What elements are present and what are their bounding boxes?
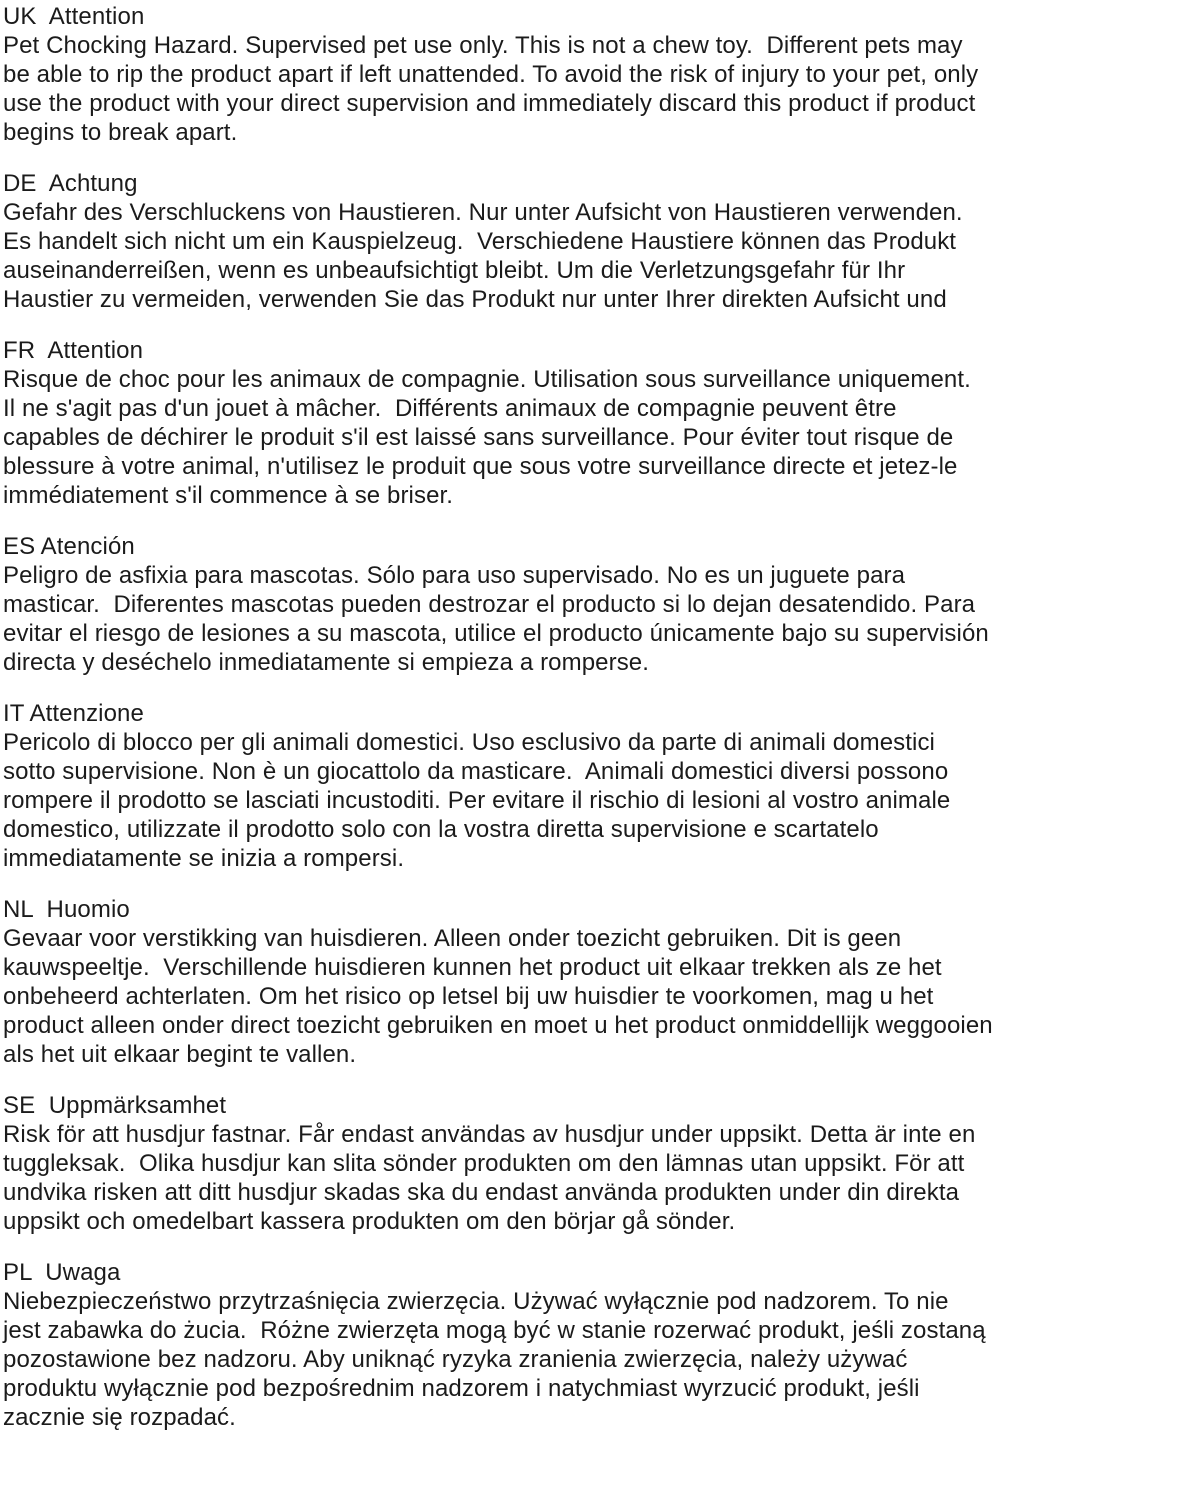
body-line: be able to rip the product apart if left unattended. To avoid the risk of injury to your pet, only: [3, 61, 979, 88]
body-line: masticar. Diferentes mascotas pueden destrozar el producto si lo dejan desatendido. Para: [3, 591, 976, 618]
body-line: Il ne s'agit pas d'un jouet à mâcher. Différents animaux de compagnie peuvent être: [3, 395, 897, 422]
body-line: Risque de choc pour les animaux de compagnie. Utilisation sous surveillance uniquement.: [3, 366, 971, 393]
section-heading: ES Atención: [3, 533, 135, 560]
body-line: jest zabawka do żucia. Różne zwierzęta mogą być w stanie rozerwać produkt, jeśli zostaną: [3, 1317, 986, 1344]
body-line: Gefahr des Verschluckens von Haustieren. Nur unter Aufsicht von Haustieren verwenden.: [3, 199, 963, 226]
body-line: directa y deséchelo inmediatamente si empieza a romperse.: [3, 649, 650, 676]
section-heading: DE Achtung: [3, 170, 138, 197]
body-line: Gevaar voor verstikking van huisdieren. Alleen onder toezicht gebruiken. Dit is geen: [3, 925, 902, 952]
body-line: produktu wyłącznie pod bezpośrednim nadzorem i natychmiast wyrzucić produkt, jeśli: [3, 1375, 920, 1402]
section-heading: SE Uppmärksamhet: [3, 1092, 227, 1119]
section-body: [3, 561, 1191, 677]
body-line: zacznie się rozpadać.: [3, 1404, 236, 1431]
body-line: Peligro de asfixia para mascotas. Sólo para uso supervisado. No es un juguete para: [3, 562, 906, 589]
body-line: tuggleksak. Olika husdjur kan slita sönder produkten om den lämnas utan uppsikt. För att: [3, 1150, 965, 1177]
warning-section-it: [3, 699, 1191, 873]
warning-section-se: [3, 1091, 1191, 1236]
body-line: als het uit elkaar begint te vallen.: [3, 1041, 357, 1068]
section-heading: PL Uwaga: [3, 1259, 121, 1286]
body-line: undvika risken att ditt husdjur skadas ska du endast använda produkten under din direkta: [3, 1179, 960, 1206]
body-line: capables de déchirer le produit s'il est laissé sans surveillance. Pour éviter tout risque de: [3, 424, 954, 451]
body-line: auseinanderreißen, wenn es unbeaufsichtigt bleibt. Um die Verletzungsgefahr für Ihr: [3, 257, 906, 284]
body-line: pozostawione bez nadzoru. Aby uniknąć ryzyka zranienia zwierzęcia, należy używać: [3, 1346, 908, 1373]
body-line: evitar el riesgo de lesiones a su mascota, utilice el producto únicamente bajo su supervisión: [3, 620, 989, 647]
body-line: product alleen onder direct toezicht gebruiken en moet u het product onmiddellijk weggooien: [3, 1012, 993, 1039]
body-line: domestico, utilizzate il prodotto solo con la vostra diretta supervisione e scartatelo: [3, 816, 879, 843]
section-body: [3, 728, 1191, 873]
section-heading: NL Huomio: [3, 896, 130, 923]
body-line: Pericolo di blocco per gli animali domestici. Uso esclusivo da parte di animali domestici: [3, 729, 935, 756]
section-body: [3, 198, 1191, 314]
body-line: onbeheerd achterlaten. Om het risico op letsel bij uw huisdier te voorkomen, mag u het: [3, 983, 934, 1010]
section-body: [3, 1287, 1191, 1432]
body-line: use the product with your direct supervision and immediately discard this product if product: [3, 90, 976, 117]
body-line: kauwspeeltje. Verschillende huisdieren kunnen het product uit elkaar trekken als ze het: [3, 954, 942, 981]
warning-section-es: [3, 532, 1191, 677]
warning-section-pl: [3, 1258, 1191, 1432]
body-line: immédiatement s'il commence à se briser.: [3, 482, 454, 509]
warning-section-nl: [3, 895, 1191, 1069]
section-body: [3, 1120, 1191, 1236]
section-heading: IT Attenzione: [3, 700, 144, 727]
body-line: sotto supervisione. Non è un giocattolo da masticare. Animali domestici diversi possono: [3, 758, 949, 785]
section-heading: FR Attention: [3, 337, 144, 364]
body-line: Haustier zu vermeiden, verwenden Sie das Produkt nur unter Ihrer direkten Aufsicht und: [3, 286, 947, 313]
warning-section-fr: [3, 336, 1191, 510]
warning-document: [3, 2, 1191, 1432]
section-body: [3, 31, 1191, 147]
body-line: immediatamente se inizia a rompersi.: [3, 845, 405, 872]
body-line: rompere il prodotto se lasciati incustoditi. Per evitare il rischio di lesioni al vostro animale: [3, 787, 951, 814]
section-heading: UK Attention: [3, 3, 145, 30]
section-body: [3, 924, 1191, 1069]
body-line: Es handelt sich nicht um ein Kauspielzeug. Verschiedene Haustiere können das Produkt: [3, 228, 957, 255]
body-line: Risk för att husdjur fastnar. Får endast användas av husdjur under uppsikt. Detta är inte en: [3, 1121, 976, 1148]
warning-section-de: [3, 169, 1191, 314]
body-line: uppsikt och omedelbart kassera produkten om den börjar gå sönder.: [3, 1208, 736, 1235]
body-line: Pet Chocking Hazard. Supervised pet use only. This is not a chew toy. Different pets may: [3, 32, 963, 59]
section-body: [3, 365, 1191, 510]
body-line: begins to break apart.: [3, 119, 238, 146]
warning-section-uk: [3, 2, 1191, 147]
body-line: Niebezpieczeństwo przytrzaśnięcia zwierzęcia. Używać wyłącznie pod nadzorem. To nie: [3, 1288, 949, 1315]
body-line: blessure à votre animal, n'utilisez le produit que sous votre surveillance directe et jetez-le: [3, 453, 958, 480]
